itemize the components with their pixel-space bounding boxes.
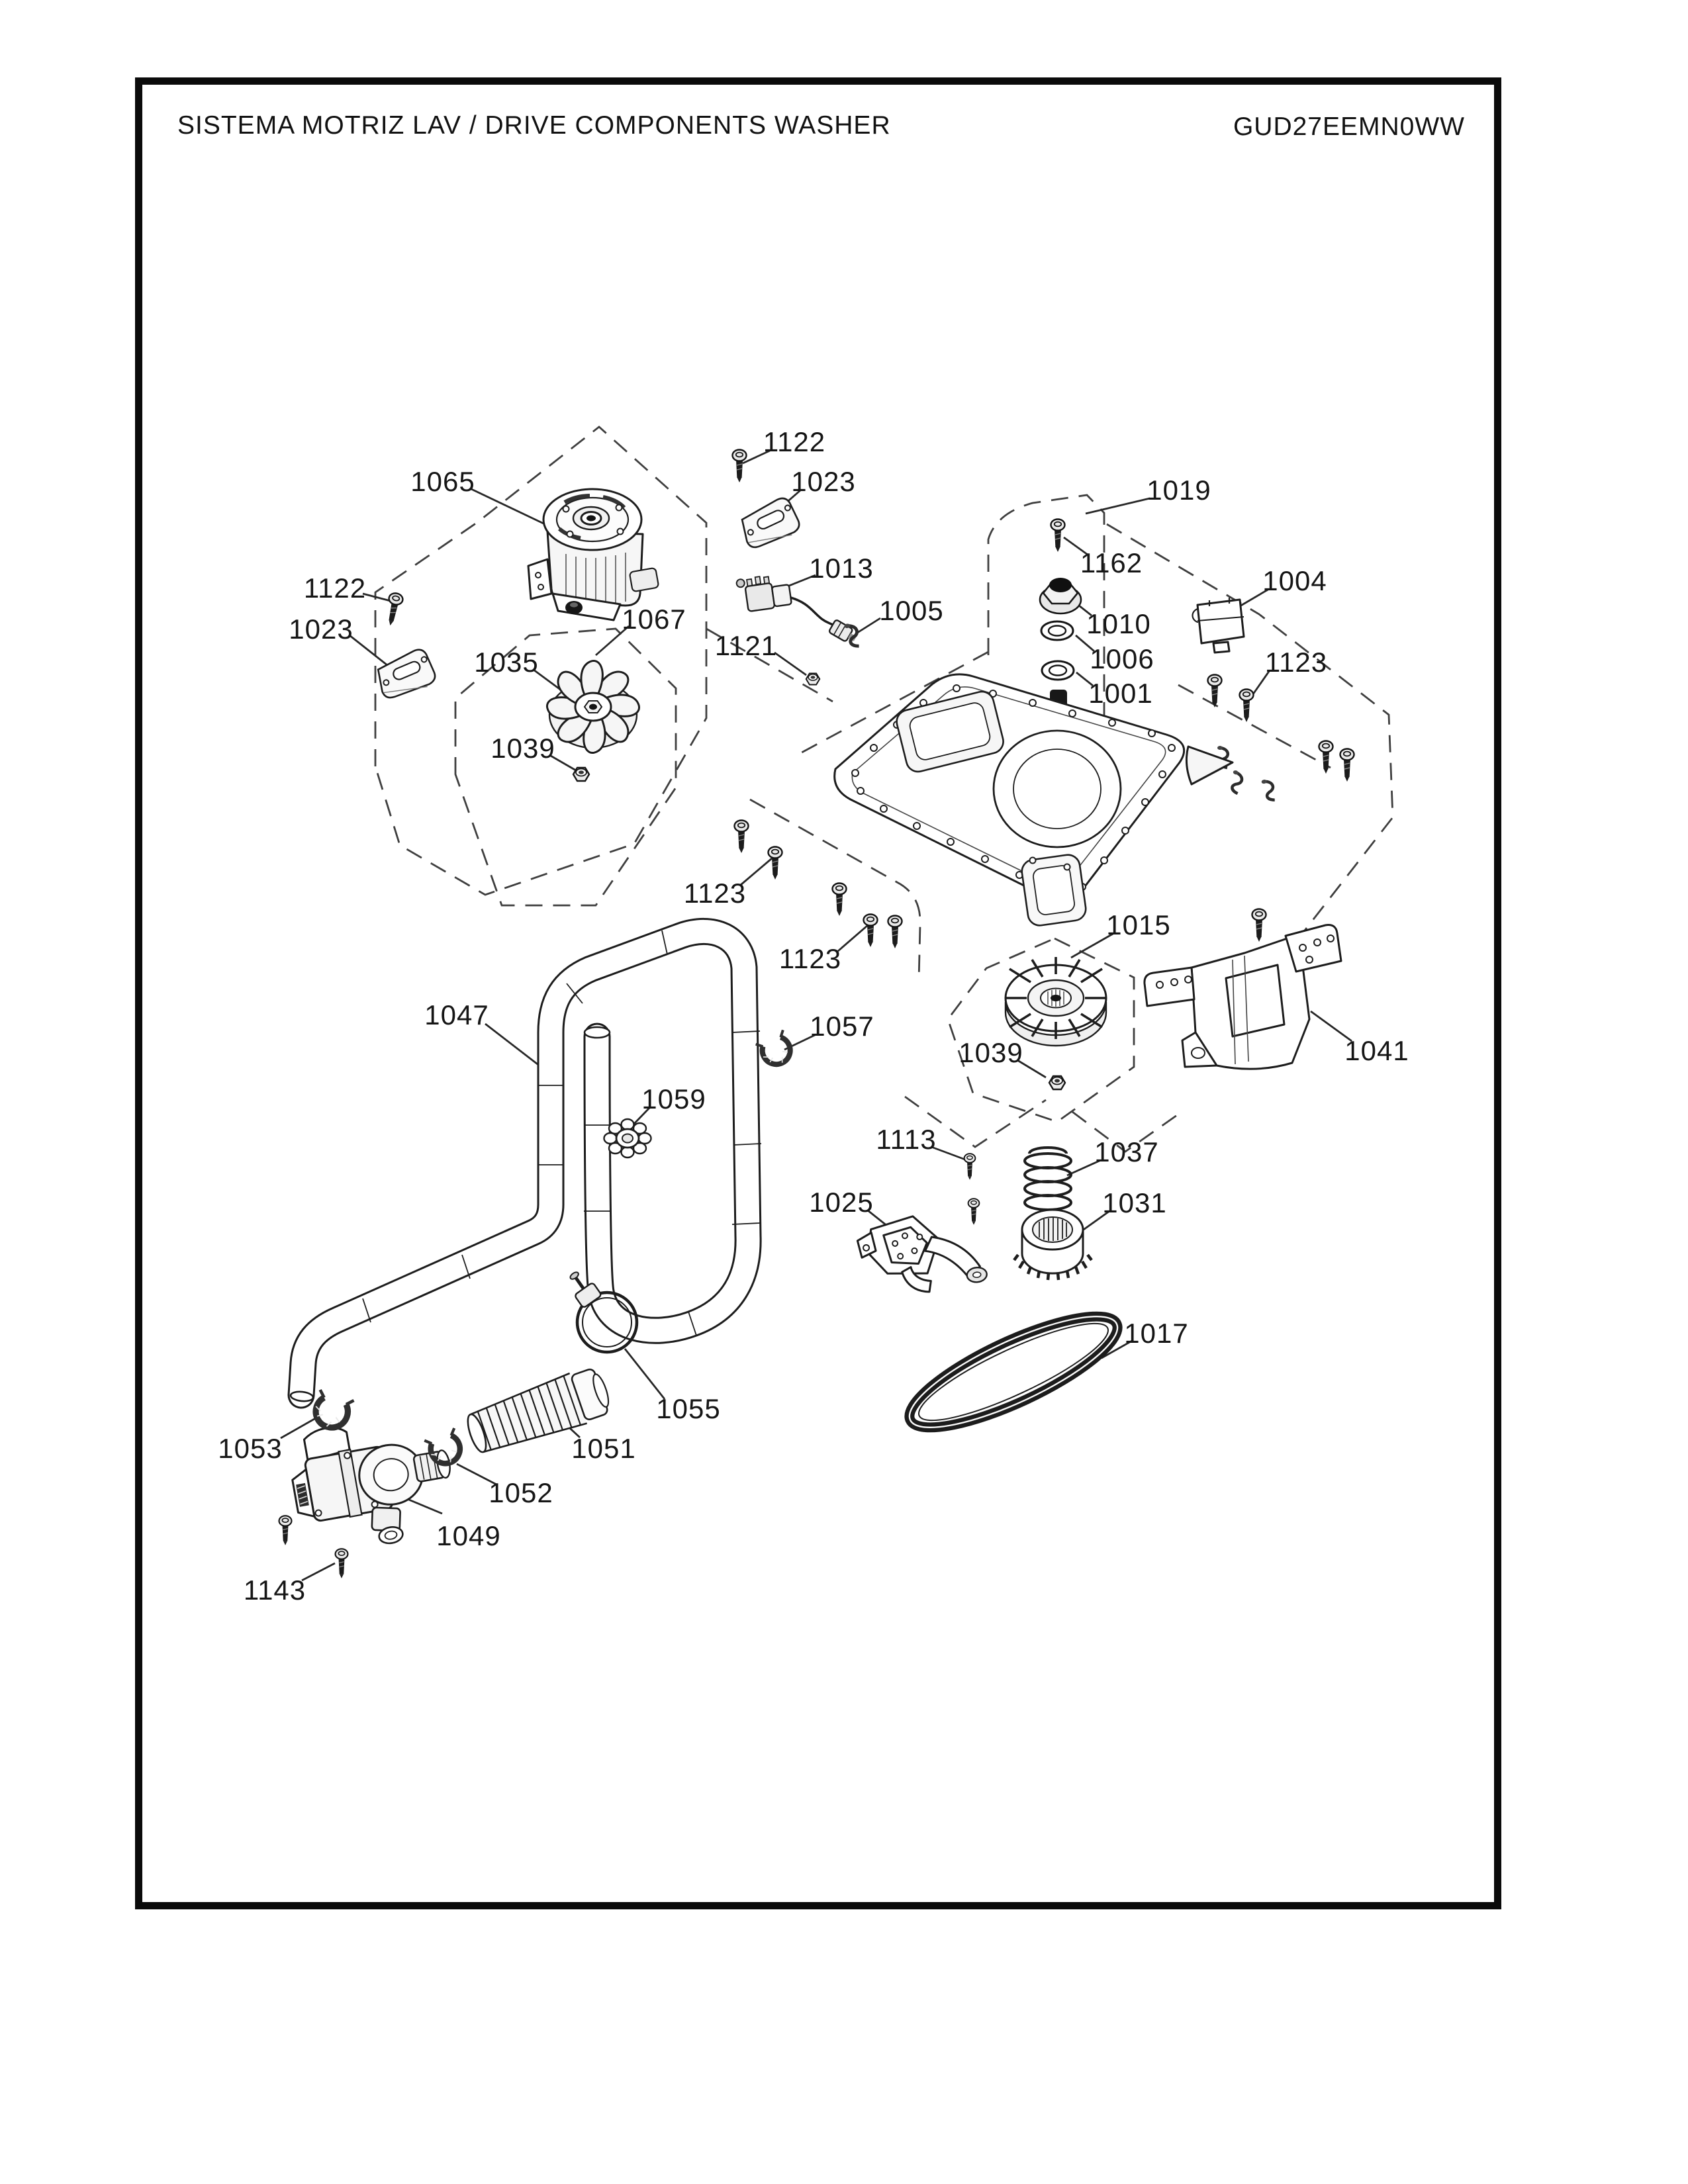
spring-1037 xyxy=(1025,1148,1071,1210)
screw-1143 xyxy=(336,1549,348,1578)
callout-1123-right: 1123 xyxy=(1264,647,1328,678)
screw-1162 xyxy=(1051,520,1065,553)
drain-pump-drawing xyxy=(285,1408,461,1559)
clutch-gear-1031 xyxy=(1014,1210,1092,1280)
callout-1055: 1055 xyxy=(656,1393,721,1424)
screw-1123-m4 xyxy=(864,915,878,948)
callout-1123-mid: 1123 xyxy=(683,878,747,909)
fan-nut-1039 xyxy=(573,768,589,781)
callout-1035: 1035 xyxy=(474,647,539,678)
callout-1123-lower: 1123 xyxy=(778,943,842,974)
coupler-gear-1059 xyxy=(604,1119,651,1158)
screw-1123-r4 xyxy=(1340,749,1354,782)
screw-1123-m1 xyxy=(735,821,749,854)
nut-1121 xyxy=(806,674,820,685)
hose-clamp-1057 xyxy=(755,1030,794,1069)
callout-1013: 1013 xyxy=(809,553,874,584)
callout-1162: 1162 xyxy=(1080,547,1143,578)
callout-1015: 1015 xyxy=(1106,909,1171,940)
callout-1019: 1019 xyxy=(1147,475,1211,506)
callout-1121: 1121 xyxy=(714,630,778,661)
callout-1004: 1004 xyxy=(1262,565,1327,596)
callout-1001: 1001 xyxy=(1088,678,1153,709)
transmission-cover-drawing xyxy=(835,674,1233,927)
screw-1113-b xyxy=(968,1199,980,1225)
callout-1039-lower: 1039 xyxy=(959,1037,1023,1068)
callout-1057: 1057 xyxy=(810,1011,874,1042)
callout-1023-left: 1023 xyxy=(289,614,353,645)
clip-1004 xyxy=(1193,598,1244,653)
callout-1031: 1031 xyxy=(1102,1187,1167,1218)
hook-clip-b xyxy=(1228,770,1244,794)
clutch-hub-drawing xyxy=(1006,957,1106,1046)
page-title: SISTEMA MOTRIZ LAV / DRIVE COMPONENTS WASHER xyxy=(177,111,891,140)
callout-1023-top: 1023 xyxy=(791,466,856,497)
washer-1001 xyxy=(1042,661,1074,680)
screw-pump xyxy=(279,1516,292,1545)
callout-1017: 1017 xyxy=(1124,1318,1189,1349)
bracket-1041-drawing xyxy=(1145,925,1341,1069)
clutch-nut-1039 xyxy=(1049,1076,1065,1089)
callout-1122-left: 1122 xyxy=(303,572,367,604)
screw-1123-m2 xyxy=(769,847,782,880)
callout-1113: 1113 xyxy=(876,1124,937,1155)
mounting-plate-1023-top xyxy=(738,496,802,549)
callout-1041: 1041 xyxy=(1344,1035,1409,1066)
callout-1053: 1053 xyxy=(218,1433,283,1464)
screw-1123-m5 xyxy=(888,916,902,949)
model-number: GUD27EEMN0WW xyxy=(1233,113,1465,141)
locknut-1010 xyxy=(1040,578,1081,614)
screw-1113-a xyxy=(964,1154,976,1180)
callout-1143: 1143 xyxy=(243,1574,306,1606)
callout-1067: 1067 xyxy=(622,604,686,635)
motor-fan-drawing xyxy=(543,657,643,756)
screw-1122-left xyxy=(383,592,404,627)
fill-hose-drawing xyxy=(290,931,761,1402)
screw-bracket xyxy=(1252,909,1266,942)
callout-1122-top: 1122 xyxy=(763,426,826,457)
callout-1039-upper: 1039 xyxy=(491,733,555,764)
callout-1049: 1049 xyxy=(436,1520,501,1551)
callout-1047: 1047 xyxy=(424,999,489,1030)
callout-1006: 1006 xyxy=(1090,643,1154,674)
hook-clip-c xyxy=(1261,778,1275,801)
callout-1052: 1052 xyxy=(489,1477,553,1508)
callout-1059: 1059 xyxy=(641,1083,706,1115)
screw-1122-top xyxy=(733,450,747,483)
screw-1123-m3 xyxy=(833,884,847,917)
callout-1051: 1051 xyxy=(571,1433,636,1464)
screw-1123-r2 xyxy=(1240,690,1254,723)
drive-motor-drawing xyxy=(528,489,659,620)
callout-1025: 1025 xyxy=(809,1187,874,1218)
mounting-plate-1023-left xyxy=(375,647,438,700)
shift-actuator-1025 xyxy=(855,1209,988,1298)
callout-1037: 1037 xyxy=(1094,1136,1159,1167)
callout-1010: 1010 xyxy=(1086,608,1151,639)
drive-belt-drawing xyxy=(898,1297,1130,1448)
callout-1005: 1005 xyxy=(879,595,944,626)
callout-1065: 1065 xyxy=(410,466,475,497)
screw-1123-r3 xyxy=(1319,741,1333,774)
washer-1006 xyxy=(1041,621,1073,640)
